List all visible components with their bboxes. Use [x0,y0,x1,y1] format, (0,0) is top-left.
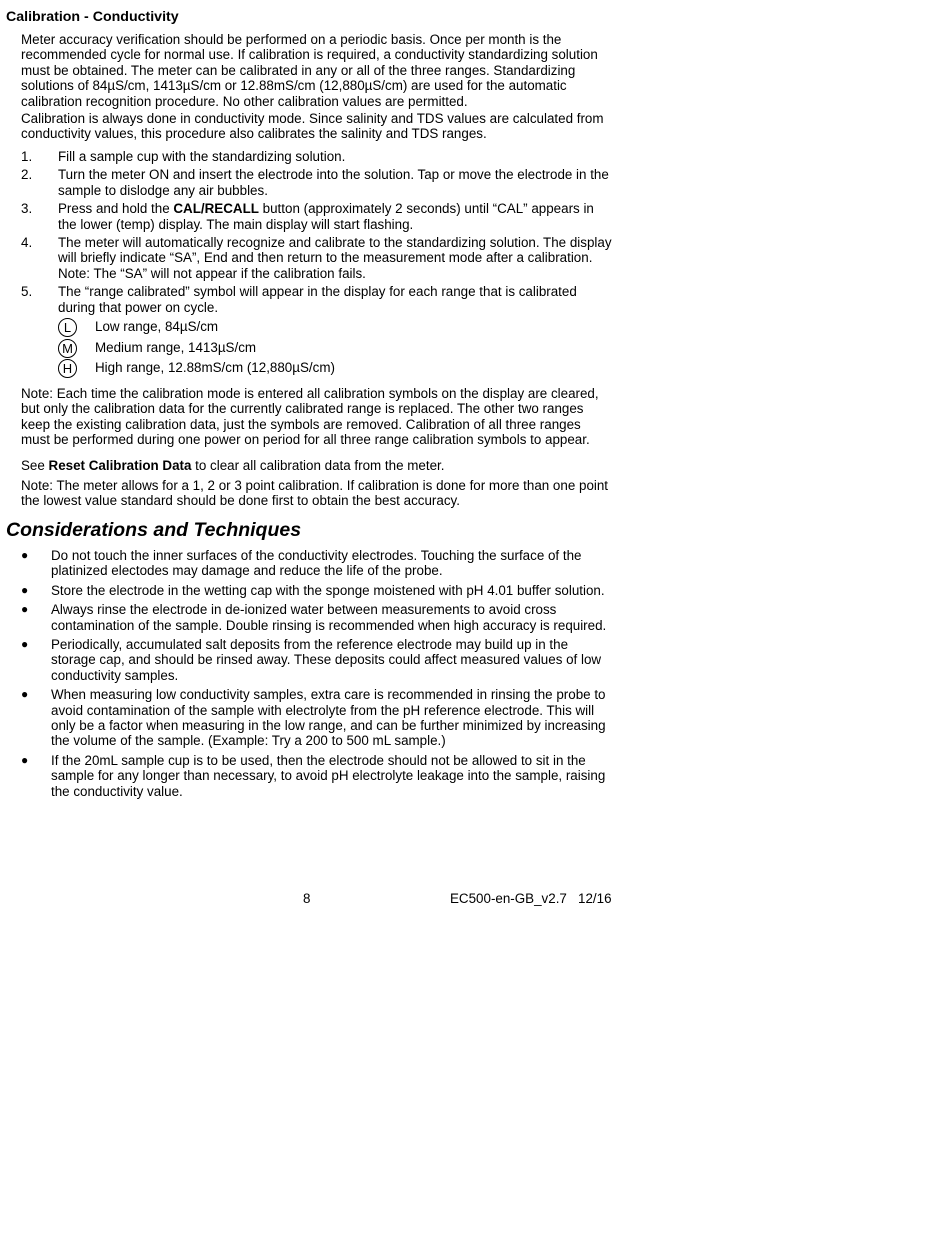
step-text: Fill a sample cup with the standardizing solution. [58,149,346,164]
step-number: 5. [21,284,33,300]
point-calibration-note: Note: The meter allows for a 1, 2 or 3 point calibration. If calibration is done for more than one point the lowest value standard should be done first to obtain the best accuracy. [21,478,609,509]
range-label: Low range, 84µS/cm [95,319,219,335]
consideration-item [21,637,613,683]
see-text-before: See [21,458,49,473]
step-item [21,235,613,281]
range-label: Medium range, 1413µS/cm [95,339,257,355]
consideration-item [21,548,613,579]
section-title: Calibration - Conductivity [6,9,179,25]
step-number: 1. [21,149,33,164]
mode-paragraph: Calibration is always done in conductivity mode. Since salinity and TDS values are calculated from conductivity values, this procedure also calibrates the salinity and TDS ranges. [21,111,604,142]
reset-calibration-data-reference: Reset Calibration Data [48,458,192,473]
considerations-list [21,548,613,803]
bullet-icon: ● [21,548,29,562]
consideration-item [21,753,613,799]
calibration-steps [21,149,613,382]
consideration-text: Do not touch the inner surfaces of the conductivity electrodes. Touching the surface of the platinized electodes may damage and reduce the life of the probe. [51,548,582,579]
consideration-text: Store the electrode in the wetting cap with the sponge moistened with pH 4.01 buffer solution. [51,582,605,598]
consideration-text: Always rinse the electrode in de-ionized water between measurements to avoid cross contamination of the sample. Double rinsing is recommended when high accuracy is required. [51,602,607,633]
step-text: The “range calibrated” symbol will appear in the display for each range that is calibrated during that power on cycle. [58,284,577,315]
bullet-icon: ● [21,637,29,652]
range-item [58,358,613,379]
bullet-icon: ● [21,582,29,597]
step-number: 2. [21,167,33,183]
consideration-text: Periodically, accumulated salt deposits from the reference electrode may build up in the storage cap, and should be rinsed away. These deposits could affect measured values of low conductivity samples. [51,637,602,683]
intro-paragraph: Meter accuracy verification should be performed on a periodic basis. Once per month is the recommended cycle for normal use. If calibration is required, a conductivity standardizing solution must be obtained. The meter can be calibrated in any or all of the three ranges. Standardizing solutions of 84µS/cm, 1413µS/cm or 12.88mS/cm (12,880µS/cm) are used for the automatic calibration recognition procedure. No other calibration values are permitted. [21,32,598,109]
considerations-title: Considerations and Techniques [6,519,302,541]
step-text-before: Press and hold the [58,201,174,217]
range-symbol-list [58,317,613,379]
cal-recall-button-label: CAL/RECALL [173,201,259,217]
medium-range-symbol-icon: M [58,339,77,358]
step-item [21,201,613,232]
range-item [58,317,613,338]
calibration-note-paragraph: Note: Each time the calibration mode is entered all calibration symbols on the display are cleared, but only the calibration data for the currently calibrated range is replaced. The other two ranges keep the existing calibration data, just the symbols are removed. Calibration of all three ranges must be performed during one power on period for all three range calibration symbols to appear. [21,386,599,448]
step-text-after: button (approximately 2 seconds) until “CAL” appears in the lower (temp) display. The main display will start flashing. [58,201,594,232]
step-item [21,167,613,198]
step-note: Note: The “SA” will not appear if the calibration fails. [58,265,366,281]
low-range-symbol-icon: L [58,318,77,337]
step-text: Turn the meter ON and insert the electrode into the solution. Tap or move the electrode in the sample to dislodge any air bubbles. [58,167,609,198]
step-text: The meter will automatically recognize and calibrate to the standardizing solution. The display will briefly indicate “SA”, End and then return to the measurement mode after a calibration. [58,235,612,266]
consideration-text: When measuring low conductivity samples, extra care is recommended in rinsing the probe to avoid contamination of the sample with electrolyte from the pH reference electrode. This will only be a factor when measuring in the low range, and can be further minimized by increasing the volume of the sample. (Example: Try a 200 to 500 mL sample.) [51,687,606,749]
consideration-item [21,583,613,598]
document-code: EC500-en-GB_v2.7 12/16 [450,891,612,906]
see-reset-paragraph [21,458,613,473]
bullet-icon: ● [21,687,29,702]
step-item [21,284,613,378]
bullet-icon: ● [21,752,29,767]
step-item [21,149,613,164]
step-number: 4. [21,235,33,251]
high-range-symbol-icon: H [58,359,77,378]
consideration-text: If the 20mL sample cup is to be used, then the electrode should not be allowed to sit in the sample for any longer than necessary, to avoid pH electrolyte leakage into the sample, raising the conductivity value. [51,752,606,799]
see-text-after: to clear all calibration data from the meter. [191,458,445,473]
page-number: 8 [303,891,311,906]
consideration-item [21,602,613,633]
step-number: 3. [21,201,33,217]
consideration-item [21,687,613,749]
range-item [58,338,613,359]
bullet-icon: ● [21,602,29,617]
range-label: High range, 12.88mS/cm (12,880µS/cm) [95,360,335,376]
